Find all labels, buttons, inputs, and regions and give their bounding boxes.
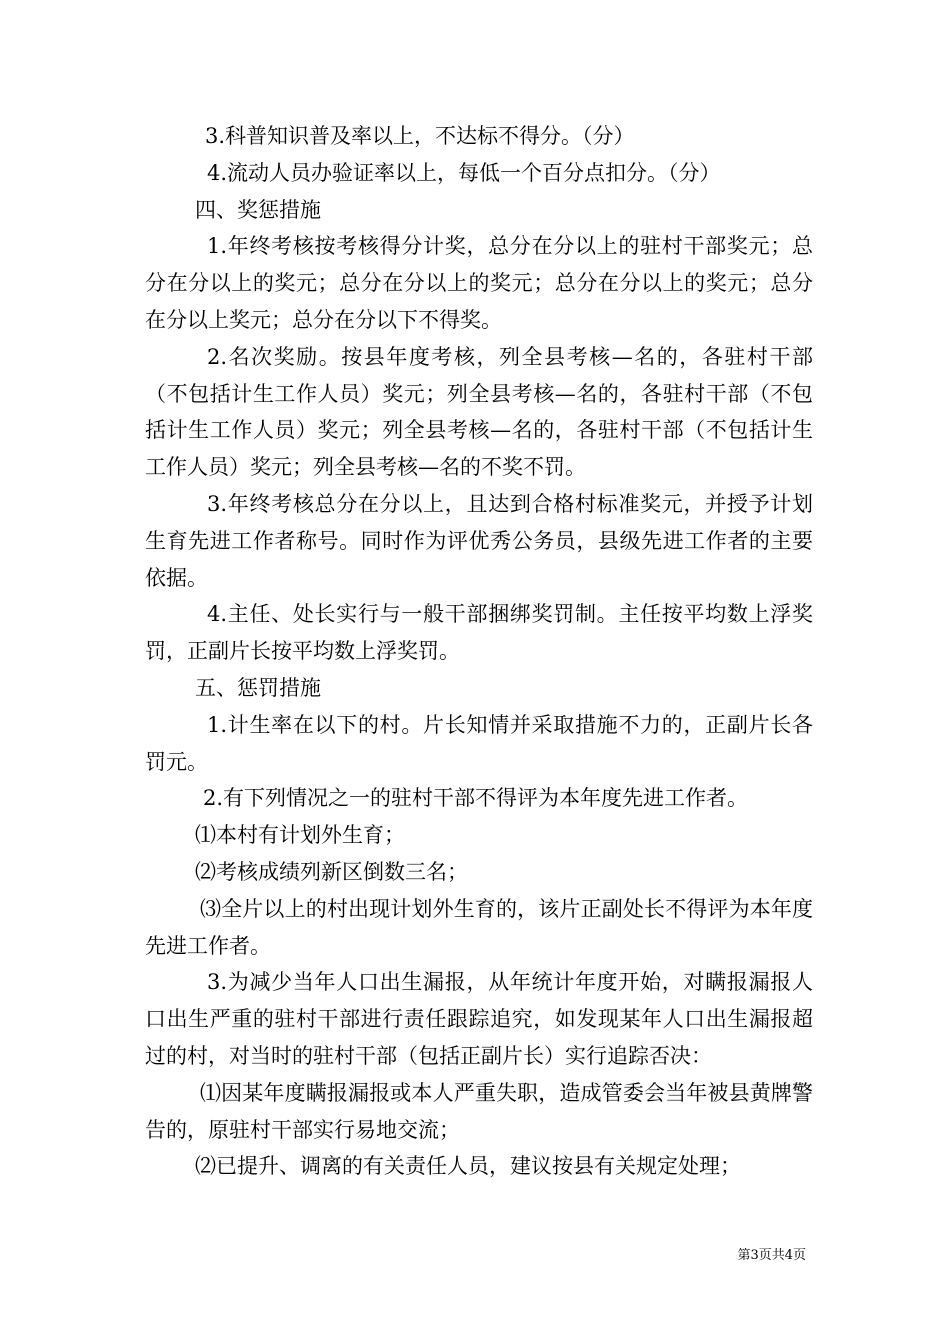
paragraph: 3.年终考核总分在分以上，且达到合格村标准奖元，并授予计划生育先进工作者称号。同时作为评优秀公务员，县级先进工作者的主要依据。: [145, 491, 813, 590]
paragraph: 1.年终考核按考核得分计奖，总分在分以上的驻村干部奖元；总分在分以上的奖元；总分在分以上的奖元；总分在分以上的奖元；总分在分以上奖元；总分在分以下不得奖。: [145, 234, 813, 332]
list-item: ⑴本村有计划外生育；: [195, 823, 405, 848]
paragraph: 1.计生率在以下的村。片长知情并采取措施不力的，正副片长各罚元。: [145, 712, 813, 774]
paragraph: 4.主任、处长实行与一般干部捆绑奖罚制。主任按平均数上浮奖罚，正副片长按平均数上浮奖罚。: [145, 602, 813, 664]
section-heading: 五、惩罚措施: [195, 675, 321, 700]
list-item: ⑴因某年度瞒报漏报或本人严重失职，造成管委会当年被县黄牌警告的，原驻村干部实行易地交流；: [145, 1080, 813, 1142]
paragraph: 4.流动人员办验证率以上，每低一个百分点扣分。（分）: [207, 160, 721, 185]
section-heading: 四、奖惩措施: [195, 197, 321, 222]
paragraph: 2.有下列情况之一的驻村干部不得评为本年度先进工作者。: [203, 786, 749, 811]
list-item: ⑶全片以上的村出现计划外生育的，该片正副处长不得评为本年度先进工作者。: [145, 896, 813, 958]
document-body: [145, 118, 813, 1185]
list-item: ⑵已提升、调离的有关责任人员，建议按县有关规定处理；: [195, 1154, 741, 1179]
paragraph: 3.为减少当年人口出生漏报，从年统计年度开始，对瞒报漏报人口出生严重的驻村干部进行责任跟踪追究，如发现某年人口出生漏报超过的村，对当时的驻村干部（包括正副片长）实行追踪否决：: [145, 970, 813, 1068]
page-number: 第3页共4页: [737, 1248, 806, 1263]
paragraph: 2.名次奖励。按县年度考核，列全县考核—名的，各驻村干部（不包括计生工作人员）奖元；列全县考核—名的，各驻村干部（不包括计生工作人员）奖元；列全县考核—名的，各驻村干部（不包括计生工作人员）奖元；列全县考核—名的不奖不罚。: [145, 344, 813, 480]
paragraph: 3.科普知识普及率以上，不达标不得分。（分）: [205, 124, 635, 148]
list-item: ⑵考核成绩列新区倒数三名；: [195, 859, 468, 884]
